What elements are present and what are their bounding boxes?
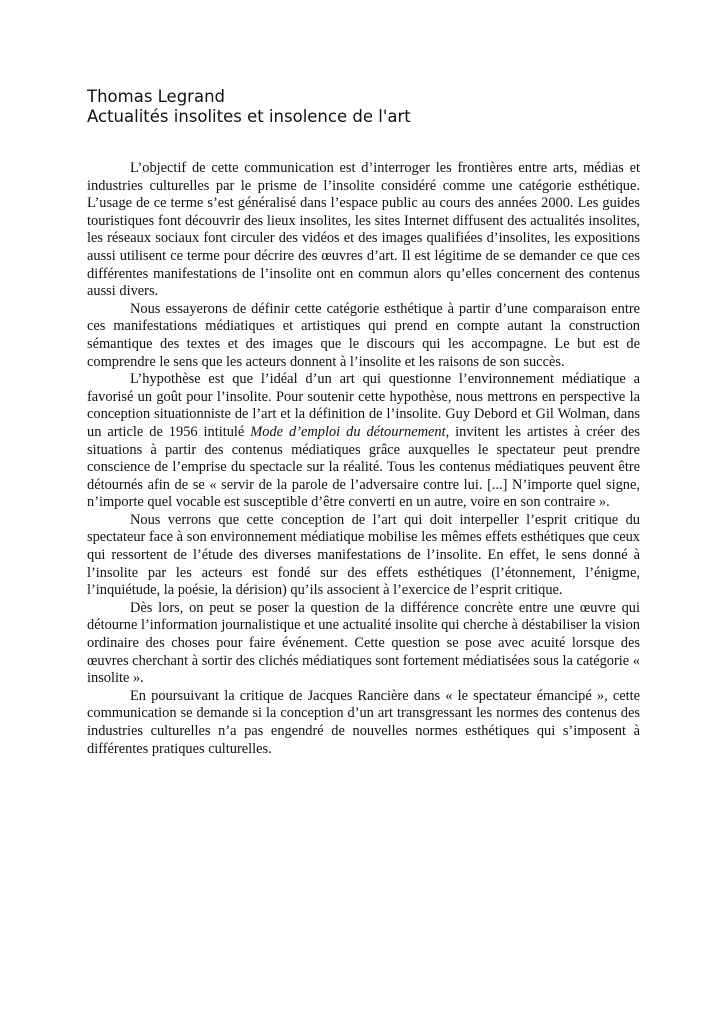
document-header xyxy=(87,87,647,127)
document-body xyxy=(87,160,640,758)
paragraph-6: En poursuivant la critique de Jacques Rancière dans « le spectateur émancipé », cette communication se demande si la conception d’un art transgressant les normes des contenus des industries culturelles n’a pas engendré de nouvelles normes esthétiques qui s’imposent à différentes pratiques culturelles. xyxy=(87,687,640,757)
cited-article-title: Mode d’emploi du détournement, xyxy=(250,423,450,440)
author-name: Thomas Legrand xyxy=(87,87,226,106)
paragraph-5: Dès lors, on peut se poser la question de la différence concrète entre une œuvre qui détourne l’information journalistique et une actualité insolite qui cherche à déstabiliser la vision ordinaire des choses pour faire événement. Cette question se pose avec acuité lorsque des œuvres cherchant à sortir des clichés médiatiques sont fortement médiatisées sous la catégorie « insolite ». xyxy=(87,599,640,687)
paragraph-2: Nous essayerons de définir cette catégorie esthétique à partir d’une comparaison entre ces manifestations médiatiques et artistiques qui prend en compte autant la construction sémantique des textes et des images que le discours qui les accompagne. Le but est de comprendre le sens que les acteurs donnent à l’insolite et les raisons de son succès. xyxy=(87,300,640,370)
paragraph-3 xyxy=(87,371,640,512)
paragraph-3-text-start: L’hypothèse est que l’idéal d’un art qui questionne l’environnement médiatique a favorisé un goût pour l’insolite. Pour soutenir cette hypothèse, nous mettrons en perspective la conception situationniste de l’art et la définition de l’insolite. Guy Debord et Gil Wolman, dans un article de 1956 intitulé xyxy=(87,371,640,440)
paragraph-4: Nous verrons que cette conception de l’art qui doit interpeller l’esprit critique du spectateur face à son environnement médiatique mobilise les mêmes effets esthétiques que ceux qui ressortent de l’étude des diverses manifestations de l’insolite. En effet, le sens donné à l’insolite par les acteurs est fondé sur des effets esthétiques (l’étonnement, l’énigme, l’inquiétude, la poésie, la dérision) qu’ils associent à l’exercice de l’esprit critique. xyxy=(87,511,640,599)
document-title: Actualités insolites et insolence de l'art xyxy=(87,107,411,126)
paragraph-1: L’objectif de cette communication est d’interroger les frontières entre arts, médias et industries culturelles par le prisme de l’insolite considéré comme une catégorie esthétique. L’usage de ce terme s’est généralisé dans l’espace public au cours des années 2000. Les guides touristiques font découvrir des lieux insolites, les sites Internet diffusent des actualités insolites, les réseaux sociaux font circuler des vidéos et des images qualifiées d’insolites, les expositions aussi utilisent ce terme pour décrire des œuvres d’art. Il est légitime de se demander ce que ces différentes manifestations de l’insolite ont en commun alors qu’elles concernent des contenus aussi divers. xyxy=(87,160,640,300)
paragraph-3-text-end: invitent les artistes à créer des situations à partir des contenus médiatiques grâce auxquelles le spectateur peut prendre conscience de l’emprise du spectacle sur la réalité. Tous les contenus médiatiques peuvent être détournés afin de se « servir de la parole de l’adversaire contre lui. [...] N’importe quel signe, n’importe quel vocable est susceptible d’être converti en un autre, voire en son contraire ». xyxy=(87,423,640,511)
